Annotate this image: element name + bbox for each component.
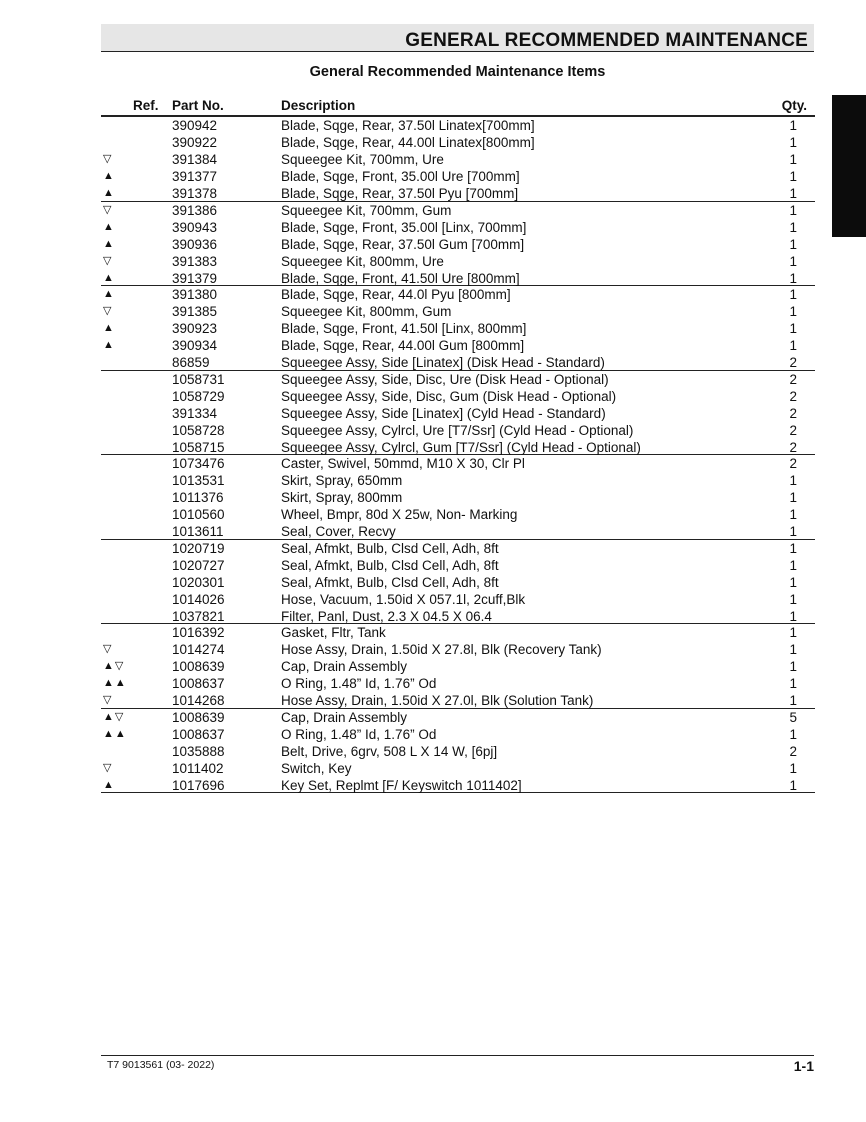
ref-symbol: ▽ xyxy=(103,203,113,216)
quantity: 1 xyxy=(789,777,797,793)
part-description: Caster, Swivel, 50mmd, M10 X 30, Clr Pl xyxy=(281,456,525,471)
part-description: Blade, Sqge, Front, 35.00l [Linx, 700mm] xyxy=(281,219,527,235)
part-number: 1013611 xyxy=(172,524,224,539)
part-number: 86859 xyxy=(172,355,210,370)
table-row xyxy=(101,219,815,236)
ref-symbol: ▲ xyxy=(103,778,115,791)
quantity: 1 xyxy=(789,557,797,573)
part-description: Seal, Afmkt, Bulb, Clsd Cell, Adh, 8ft xyxy=(281,574,499,590)
table-row xyxy=(101,777,815,794)
ref-symbol: ▲▲ xyxy=(103,727,127,740)
table-row xyxy=(101,320,815,337)
part-description: O Ring, 1.48” Id, 1.76” Od xyxy=(281,676,437,691)
part-description: Seal, Afmkt, Bulb, Clsd Cell, Adh, 8ft xyxy=(281,540,499,556)
part-description: Squeegee Assy, Cylrcl, Gum [T7/Ssr] (Cyld Head - Optional) xyxy=(281,439,641,455)
quantity: 2 xyxy=(789,456,797,471)
part-description: Blade, Sqge, Front, 35.00l Ure [700mm] xyxy=(281,169,520,184)
part-description: Switch, Key xyxy=(281,760,352,776)
table-row xyxy=(101,270,815,287)
quantity: 1 xyxy=(789,693,797,708)
ref-symbol: ▽ xyxy=(103,305,113,317)
quantity: 1 xyxy=(789,625,797,640)
table-row xyxy=(101,337,815,354)
ref-symbol: ▽ xyxy=(103,254,113,267)
ref-symbol: ▲▲ xyxy=(103,677,127,689)
quantity: 2 xyxy=(789,371,797,387)
ref-symbol: ▲ xyxy=(103,187,115,199)
quantity: 1 xyxy=(789,321,797,336)
quantity: 1 xyxy=(789,152,797,167)
quantity: 1 xyxy=(789,186,797,201)
quantity: 2 xyxy=(789,388,797,404)
table-row xyxy=(101,557,815,574)
part-number: 1058728 xyxy=(172,422,225,438)
part-description: Hose, Vacuum, 1.50id X 057.1l, 2cuff,Blk xyxy=(281,591,526,607)
table-row xyxy=(101,591,815,608)
table-row xyxy=(101,455,815,472)
quantity: 1 xyxy=(789,490,797,505)
quantity: 1 xyxy=(789,591,797,607)
ref-symbol: ▲▽ xyxy=(103,710,125,723)
quantity: 1 xyxy=(789,642,797,657)
part-description: O Ring, 1.48” Id, 1.76” Od xyxy=(281,726,437,742)
part-number: 1014268 xyxy=(172,693,225,708)
table-row xyxy=(101,760,815,777)
parts-table xyxy=(101,97,815,793)
table-row xyxy=(101,641,815,658)
section-tab-marker xyxy=(832,95,866,237)
part-number: 1058731 xyxy=(172,371,225,387)
part-number: 390936 xyxy=(172,236,218,252)
table-subtitle: General Recommended Maintenance Items xyxy=(309,64,606,80)
table-row xyxy=(101,354,815,371)
column-header-description: Description xyxy=(281,98,356,113)
part-description: Cap, Drain Assembly xyxy=(281,709,408,725)
table-row xyxy=(101,506,815,523)
ref-symbol: ▽ xyxy=(103,643,113,655)
ref-symbol: ▲ xyxy=(103,237,115,250)
part-number: 391386 xyxy=(172,202,218,218)
part-number: 1058729 xyxy=(172,388,225,404)
ref-symbol: ▲ xyxy=(103,288,115,300)
table-row xyxy=(101,286,815,303)
quantity: 1 xyxy=(789,760,797,776)
part-number: 390943 xyxy=(172,219,218,235)
part-number: 391384 xyxy=(172,152,218,167)
part-description: Squeegee Assy, Side, Disc, Ure (Disk Head - Optional) xyxy=(281,371,609,387)
quantity: 1 xyxy=(789,473,797,488)
part-description: Squeegee Kit, 800mm, Ure xyxy=(281,253,444,269)
ref-symbol: ▲ xyxy=(103,220,115,233)
ref-symbol: ▽ xyxy=(103,153,113,165)
quantity: 2 xyxy=(789,743,797,759)
part-description: Blade, Sqge, Rear, 44.00l Linatex[800mm] xyxy=(281,135,535,150)
section-header-band xyxy=(101,24,814,52)
quantity: 1 xyxy=(789,659,797,674)
quantity: 1 xyxy=(789,726,797,742)
part-number: 390934 xyxy=(172,338,218,353)
table-row xyxy=(101,388,815,405)
quantity: 1 xyxy=(789,236,797,252)
part-description: Blade, Sqge, Rear, 44.0l Pyu [800mm] xyxy=(281,287,511,302)
part-description: Blade, Sqge, Rear, 37.50l Linatex[700mm] xyxy=(281,118,535,133)
part-number: 1008639 xyxy=(172,659,225,674)
part-number: 1020727 xyxy=(172,557,225,573)
quantity: 1 xyxy=(789,219,797,235)
table-row xyxy=(101,709,815,726)
part-description: Seal, Cover, Recvy xyxy=(281,524,396,539)
page-footer xyxy=(101,1055,814,1074)
part-number: 391334 xyxy=(172,405,218,421)
part-number: 391385 xyxy=(172,304,218,319)
part-number: 1008637 xyxy=(172,676,225,691)
table-row xyxy=(101,405,815,422)
table-row xyxy=(101,489,815,506)
part-description: Key Set, Replmt [F/ Keyswitch 1011402] xyxy=(281,777,522,793)
part-number: 390942 xyxy=(172,118,218,133)
table-row xyxy=(101,134,815,151)
document-code: T7 9013561 (03- 2022) xyxy=(107,1059,215,1071)
quantity: 1 xyxy=(789,169,797,184)
table-row xyxy=(101,371,815,388)
quantity: 1 xyxy=(789,507,797,522)
table-row xyxy=(101,168,815,185)
quantity: 2 xyxy=(789,355,797,370)
table-row xyxy=(101,303,815,320)
ref-symbol: ▽ xyxy=(103,694,113,706)
part-description: Hose Assy, Drain, 1.50id X 27.0l, Blk (Solution Tank) xyxy=(281,693,594,708)
table-row xyxy=(101,422,815,439)
table-body xyxy=(101,117,815,793)
quantity: 1 xyxy=(789,524,797,539)
quantity: 1 xyxy=(789,574,797,590)
table-row xyxy=(101,692,815,709)
part-number: 1010560 xyxy=(172,507,225,522)
part-number: 391380 xyxy=(172,287,218,302)
ref-symbol: ▲▽ xyxy=(103,660,125,672)
section-title: GENERAL RECOMMENDED MAINTENANCE xyxy=(405,30,808,51)
part-description: Squeegee Kit, 700mm, Ure xyxy=(281,152,444,167)
quantity: 2 xyxy=(789,422,797,438)
table-row xyxy=(101,185,815,202)
table-row xyxy=(101,624,815,641)
part-number: 391383 xyxy=(172,253,218,269)
part-number: 1011376 xyxy=(172,490,224,505)
part-description: Blade, Sqge, Rear, 37.50l Pyu [700mm] xyxy=(281,186,519,201)
table-row xyxy=(101,574,815,591)
quantity: 1 xyxy=(789,253,797,269)
part-description: Squeegee Assy, Cylrcl, Ure [T7/Ssr] (Cyld Head - Optional) xyxy=(281,422,634,438)
part-number: 391379 xyxy=(172,270,218,286)
quantity: 1 xyxy=(789,270,797,286)
table-row xyxy=(101,472,815,489)
table-row xyxy=(101,151,815,168)
table-row xyxy=(101,117,815,134)
part-number: 1014026 xyxy=(172,591,225,607)
table-row xyxy=(101,743,815,760)
part-description: Blade, Sqge, Front, 41.50l Ure [800mm] xyxy=(281,270,520,286)
table-row xyxy=(101,439,815,456)
quantity: 1 xyxy=(789,676,797,691)
column-header-qty: Qty. xyxy=(781,98,807,113)
table-header xyxy=(101,97,815,117)
table-row xyxy=(101,523,815,540)
part-description: Gasket, Fltr, Tank xyxy=(281,625,386,640)
part-number: 1017696 xyxy=(172,777,225,793)
ref-symbol: ▲ xyxy=(103,339,115,351)
part-number: 1020301 xyxy=(172,574,225,590)
part-description: Skirt, Spray, 800mm xyxy=(281,490,403,505)
quantity: 2 xyxy=(789,405,797,421)
part-description: Blade, Sqge, Rear, 44.00l Gum [800mm] xyxy=(281,338,525,353)
part-description: Squeegee Kit, 700mm, Gum xyxy=(281,202,452,218)
part-number: 390923 xyxy=(172,321,218,336)
part-description: Skirt, Spray, 650mm xyxy=(281,473,403,488)
quantity: 1 xyxy=(789,304,797,319)
table-row xyxy=(101,726,815,743)
quantity: 1 xyxy=(789,202,797,218)
part-description: Hose Assy, Drain, 1.50id X 27.8l, Blk (Recovery Tank) xyxy=(281,642,602,657)
part-description: Squeegee Kit, 800mm, Gum xyxy=(281,304,452,319)
part-description: Belt, Drive, 6grv, 508 L X 14 W, [6pj] xyxy=(281,743,498,759)
part-description: Blade, Sqge, Rear, 37.50l Gum [700mm] xyxy=(281,236,525,252)
part-number: 1008637 xyxy=(172,726,225,742)
quantity: 1 xyxy=(789,608,797,624)
quantity: 1 xyxy=(789,135,797,150)
quantity: 1 xyxy=(789,540,797,556)
part-description: Filter, Panl, Dust, 2.3 X 04.5 X 06.4 xyxy=(281,608,492,624)
part-description: Squeegee Assy, Side, Disc, Gum (Disk Head - Optional) xyxy=(281,388,617,404)
part-number: 1020719 xyxy=(172,540,225,556)
part-number: 1016392 xyxy=(172,625,225,640)
part-number: 390922 xyxy=(172,135,218,150)
part-number: 1037821 xyxy=(172,608,225,624)
column-header-ref: Ref. xyxy=(133,98,159,113)
table-row xyxy=(101,608,815,625)
part-description: Seal, Afmkt, Bulb, Clsd Cell, Adh, 8ft xyxy=(281,557,499,573)
table-row xyxy=(101,540,815,557)
part-number: 1073476 xyxy=(172,456,225,471)
table-row xyxy=(101,658,815,675)
ref-symbol: ▲ xyxy=(103,322,115,334)
part-description: Blade, Sqge, Front, 41.50l [Linx, 800mm] xyxy=(281,321,527,336)
part-number: 1014274 xyxy=(172,642,225,657)
quantity: 1 xyxy=(789,118,797,133)
ref-symbol: ▲ xyxy=(103,170,115,182)
column-header-part-no: Part No. xyxy=(172,98,224,113)
page-number: 1-1 xyxy=(793,1058,814,1074)
ref-symbol: ▽ xyxy=(103,761,113,774)
quantity: 1 xyxy=(789,338,797,353)
part-number: 391377 xyxy=(172,169,218,184)
part-number: 1008639 xyxy=(172,709,225,725)
quantity: 5 xyxy=(789,709,797,725)
table-row xyxy=(101,202,815,219)
part-description: Squeegee Assy, Side [Linatex] (Cyld Head - Standard) xyxy=(281,405,606,421)
quantity: 2 xyxy=(789,439,797,455)
table-row xyxy=(101,675,815,692)
part-number: 1013531 xyxy=(172,473,225,488)
part-description: Wheel, Bmpr, 80d X 25w, Non- Marking xyxy=(281,507,518,522)
part-description: Cap, Drain Assembly xyxy=(281,659,408,674)
ref-symbol: ▲ xyxy=(103,271,115,284)
part-number: 391378 xyxy=(172,186,218,201)
part-number: 1058715 xyxy=(172,439,225,455)
table-row xyxy=(101,253,815,270)
quantity: 1 xyxy=(789,287,797,302)
table-row xyxy=(101,236,815,253)
part-number: 1011402 xyxy=(172,760,224,776)
part-number: 1035888 xyxy=(172,743,225,759)
part-description: Squeegee Assy, Side [Linatex] (Disk Head - Standard) xyxy=(281,355,605,370)
